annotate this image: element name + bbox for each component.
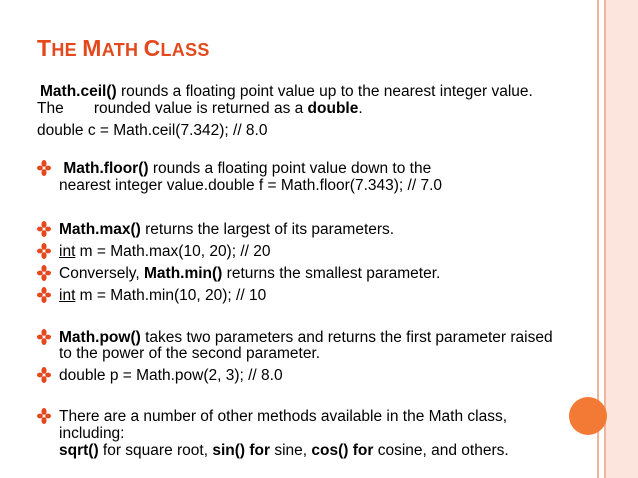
others-line-3 xyxy=(59,442,509,459)
min-method: Math.min() xyxy=(144,265,223,282)
ceil-method: Math.ceil() xyxy=(40,83,117,100)
pow-example: double p = Math.pow(2, 3); // 8.0 xyxy=(59,367,283,384)
min-example-line xyxy=(59,287,266,304)
floor-method: Math.floor() xyxy=(63,160,149,177)
cos-text: cosine, and others. xyxy=(373,442,509,459)
min-line xyxy=(59,265,440,282)
int-keyword: int xyxy=(59,287,76,304)
floor-example: nearest integer value.double f = Math.floor(7.343); // 7.0 xyxy=(59,177,442,194)
title-letter: T xyxy=(37,35,52,61)
cos-method: cos() for xyxy=(311,442,374,459)
flower-bullet-icon xyxy=(37,243,51,259)
pow-text-2: to the power of the second parameter. xyxy=(59,345,321,362)
edge-band xyxy=(606,0,638,478)
pow-method: Math.pow() xyxy=(59,329,141,346)
others-text-2: including: xyxy=(59,425,125,442)
sin-text: sine, xyxy=(270,442,312,459)
title-smallcaps: HE xyxy=(51,40,83,60)
slide-title xyxy=(37,35,210,62)
sqrt-text: for square root, xyxy=(98,442,213,459)
title-smallcaps: LASS xyxy=(160,40,210,60)
sqrt-method: sqrt() xyxy=(59,442,99,459)
flower-bullet-icon xyxy=(37,265,51,281)
pow-line-1 xyxy=(59,329,553,346)
title-smallcaps: ATH xyxy=(101,40,144,60)
period: . xyxy=(358,100,363,117)
max-example: m = Math.max(10, 20); // 20 xyxy=(75,243,271,260)
max-example-line xyxy=(59,243,271,260)
flower-bullet-icon xyxy=(37,367,51,383)
others-text-1: There are a number of other methods available in the Math class, xyxy=(59,408,508,425)
flower-bullet-icon xyxy=(37,329,51,345)
title-letter: M xyxy=(82,35,102,61)
min-prefix: Conversely, xyxy=(59,265,144,282)
title-letter: C xyxy=(143,35,161,61)
int-keyword: int xyxy=(59,243,76,260)
ceil-text: rounds a floating point value up to the nearest integer value. xyxy=(116,83,533,100)
floor-line-2 xyxy=(59,177,442,194)
ceil-line-1 xyxy=(40,83,533,100)
min-text: returns the smallest parameter. xyxy=(222,265,441,282)
ceil-example xyxy=(37,122,267,139)
min-example: m = Math.min(10, 20); // 10 xyxy=(75,287,267,304)
floor-line-1 xyxy=(59,160,431,177)
double-keyword: double xyxy=(307,100,359,117)
flower-bullet-icon xyxy=(37,160,51,176)
flower-bullet-icon xyxy=(37,408,51,424)
pow-text: takes two parameters and returns the first parameter raised xyxy=(140,329,553,346)
floor-text: rounds a floating point value down to the xyxy=(148,160,432,177)
max-text: returns the largest of its parameters. xyxy=(140,221,395,238)
ceil-line-2 xyxy=(37,100,363,117)
sin-method: sin() for xyxy=(212,442,271,459)
pow-line-2 xyxy=(59,345,320,362)
max-line xyxy=(59,221,394,238)
ceil-example-text: double c = Math.ceil(7.342); // 8.0 xyxy=(37,122,268,139)
orange-circle xyxy=(569,397,607,435)
others-line-1 xyxy=(59,408,507,425)
flower-bullet-icon xyxy=(37,221,51,237)
ceil-line2-text: The rounded value is returned as a xyxy=(37,100,308,117)
flower-bullet-icon xyxy=(37,287,51,303)
others-line-2 xyxy=(59,425,125,442)
max-method: Math.max() xyxy=(59,221,141,238)
pow-example-line xyxy=(59,367,283,384)
